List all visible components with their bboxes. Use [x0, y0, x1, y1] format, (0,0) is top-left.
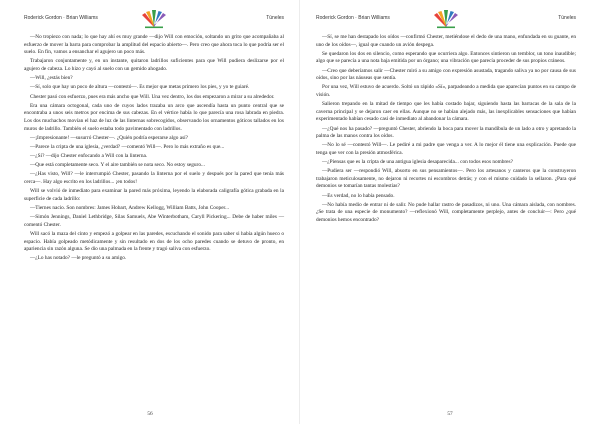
paragraph: —Parece la cripta de una iglesia, ¿verdad? —comentó Will—. Pero lo más extraño es que... [30, 143, 225, 150]
paragraph: Se quedaron los dos en silencio, como esperando que ocurriera algo. Entonces sintieron un temblor, un tono inaudible; algo que se parecía a una nota baja emitida por un órgano; una vibración que parecía proceder de sus propios cráneos. [316, 50, 576, 65]
page-header-left [24, 11, 284, 31]
page-number-right: 57 [447, 411, 453, 417]
paragraph: —Sí, se me han destapado los oídos —confirmó Chester, metiéndose el dedo de una mano, enfundada en su guante, en uno de los oídos—, igual que cuando un avión despega. [316, 34, 576, 48]
paragraph: Trabajaron conjuntamente y, en un instante, quitaron ladrillos suficientes para que Will pudiera deslizarse por el agujero de cabeza. Lo hizo y cayó al suelo con un gemido ahogado. [24, 58, 284, 72]
paragraph: —No había medio de entrar ni de salir. No pude hallar rastro de pasadizos, ni uno. Una cámara aislada, con nombres. ¿Se trata de una especie de monumento? —reflexionó Will, completamente perplejo, antes de concluir—: Pero ¿qué demonios hemos encontrado? [316, 201, 576, 223]
paragraph: —Will, ¿estás bien? [30, 75, 73, 82]
right-page-body [316, 34, 576, 226]
paragraph: —Simón Jennings, Daniel Lethbridge, Silas Samuels, Abe Winterbotham, Caryll Pickering... Debe de haber miles —comentó Chester. [24, 214, 284, 228]
publisher-logo-icon [137, 9, 171, 29]
paragraph: —¿Piensas que es la cripta de una antigua iglesia desaparecida... con todos esos nombres? [322, 159, 513, 166]
paragraph: Will se volvió de inmediato para examinar la pared más próxima, leyendo la elaborada caligrafía gótica grabada en la superficie de cada ladrillo: [24, 188, 284, 202]
paragraph: —No lo sé —contestó Will—. Le pediré a mi padre que venga a ver. A lo mejor él tiene una explicación. Puede que tenga que ver con la presión atmosférica. [316, 142, 576, 156]
header-title: Túneles [558, 15, 576, 21]
page-header-right [316, 11, 576, 31]
paragraph: Will sacó la maza del cinto y empezó a golpear en las paredes, escuchando el sonido para saber si había algún hueco o espacio. Había golpeado metódicamente y sin resultado en dos de los ocho paredes cuando se detuvo de pronto, en apariencia sin razón alguna. Se dio una palmada en la frente y tragó saliva con esfuerzo. [24, 230, 284, 253]
paragraph: —Creo que deberíamos salir —Chester miró a su amigo con expresión asustada, tragando saliva ya no por causa de sus oídos, sino por las náuseas que sentía. [316, 67, 576, 82]
paragraph: —Pudiera ser —respondió Will, absorto en sus pensamientos—. Pero los artesanos y canteros que la construyeron trabajaron meticulosamente, no dejaron ni recortes ni escombros detrás; y con el mismo cuidado la sellaron. ¿Para qué demonios se tomarían tantas molestias? [316, 168, 576, 190]
header-author: Roderick Gordon · Brian Williams [24, 15, 98, 21]
paragraph: —Que está completamente seco. Y el aire también se nota seco. No estoy seguro... [30, 162, 205, 169]
header-title: Túneles [266, 15, 284, 21]
paragraph: —¿Lo has notado? —le preguntó a su amigo. [30, 255, 127, 262]
paragraph: —Es verdad, no lo había pensado. [322, 192, 395, 199]
publisher-logo-icon [429, 9, 463, 29]
page-number-left: 56 [147, 411, 153, 417]
paragraph: —Sí, solo que hay un poco de altura —contestó—. Es mejor que metas primero los pies, y yo te guiaré. [30, 84, 250, 91]
paragraph: —¿Qué nos ha pasado? —preguntó Chester, abriendo la boca para mover la mandíbula de un lado a otro y apretando la palma de las manos contra los oídos. [316, 125, 576, 140]
paragraph: —¡Impresionante! —susurró Chester—. ¿Quién podría esperarse algo así? [30, 134, 188, 141]
paragraph: Chester pasó con esfuerzo, pues era más ancho que Will. Una vez dentro, los dos empezaron a mirar a su alrededor. [30, 93, 275, 100]
paragraph: —¿Has visto, Will? —le interrumpió Chester, pasando la linterna por el suelo y después por la pared que tenía más cerca—. Hay algo escrito en los ladrillos... ¡en todos! [24, 171, 284, 186]
paragraph: Por una vez, Will estuvo de acuerdo. Soltó un rápido «Sí», parpadeando a medida que aparecían puntos en su campo de visión. [316, 84, 576, 98]
paragraph: Salieron trepando en la mitad de tiempo que les había costado bajar, siguiendo hasta las barracas de la sala de la caverna principal y se dejaron caer en ellas. Aunque no se habían alejado más, las inexplicables sensaciones que habían experimentado habían cesado casi de inmediato al abandonar la cámara. [316, 101, 576, 123]
header-author: Roderick Gordon · Brian Williams [316, 15, 390, 21]
paragraph: Era una cámara octogonal, cada uno de cuyos lados trazaba un arco que ascendía hasta un punto central que se encontraba a unos seis metros por encima de sus cabezas. En el vértice había lo que parecía una rosa labrada en piedra. Los dos muchachos movían el haz de luz de las linternas sobrecogidos, observando los ornamentos góticos tallados en los muros de ladrillo. También el suelo estaba todo pavimentado con ladrillos. [24, 102, 284, 132]
paragraph: —No tropiezo con nada; lo que hay ahí es muy grande —dijo Will con emoción, soltando un grito que acompañaba al esfuerzo de mover la barra para comprobar la amplitud del espacio abierto—. Pero creo que ahora toca lo que podría ser el suelo. En fin, vamos a ensanchar el agujero un poco más. [24, 34, 284, 56]
paragraph: —Tiernes nacio. Son nombres: James Hobart, Andrew Kellogg, William Batts, John Cooper... [30, 205, 229, 211]
paragraph: —¿Sí? —dijo Chester enfocando a Will con la linterna. [30, 153, 148, 160]
left-page-body [24, 34, 284, 265]
